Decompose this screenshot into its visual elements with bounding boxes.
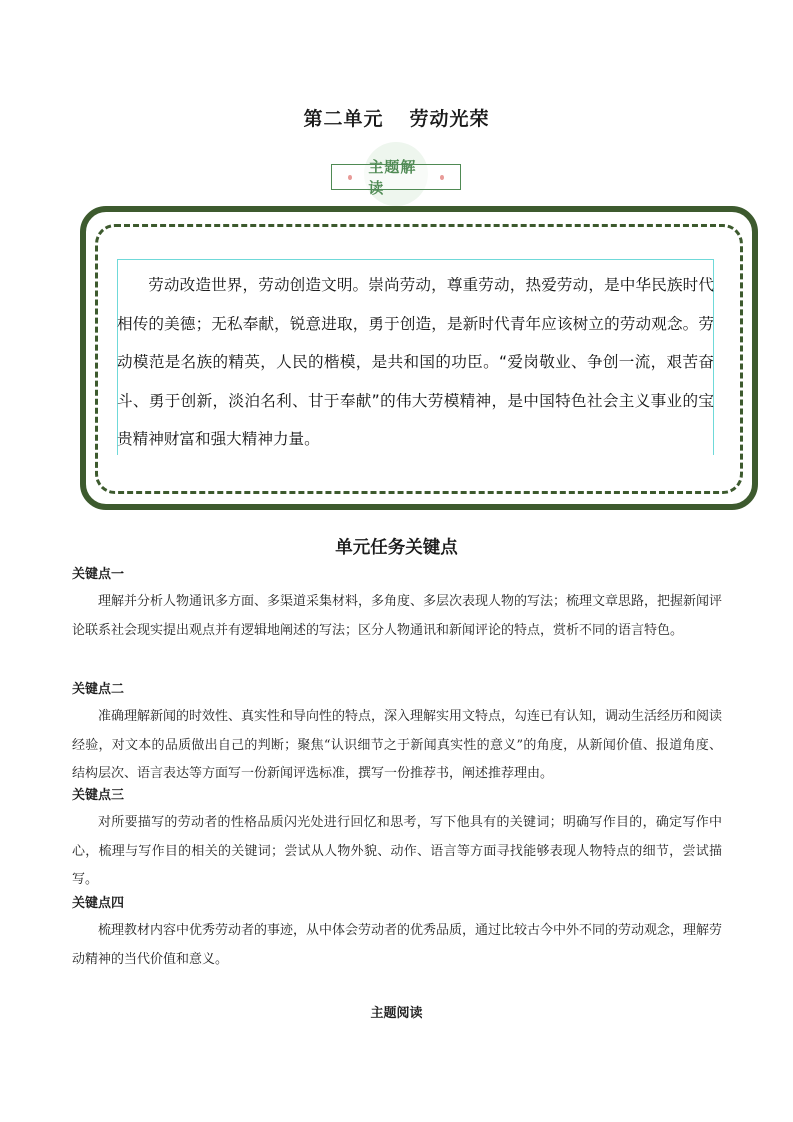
key-point-text: 对所要描写的劳动者的性格品质闪光处进行回忆和思考，写下他具有的关键词；明确写作目的，确定写作中心，梳理与写作目的相关的关键词；尝试从人物外貌、动作、语言等方面寻找能够表现人物特点的细节，尝试描写。: [72, 815, 722, 887]
key-point-text: 理解并分析人物通讯多方面、多渠道采集材料，多角度、多层次表现人物的写法；梳理文章思路，把握新闻评论联系社会现实提出观点并有逻辑地阐述的写法；区分人物通讯和新闻评论的特点，赏析不同的语言特色。: [72, 594, 723, 638]
key-point-heading: 关键点三: [72, 788, 125, 803]
dot-icon: [440, 175, 444, 180]
intro-paragraph: 劳动改造世界，劳动创造文明。崇尚劳动，尊重劳动，热爱劳动，是中华民族时代相传的美德；无私奉献，锐意进取，勇于创造，是新时代青年应该树立的劳动观念。劳动模范是名族的精英，人民的楷模，是共和国的功臣。“爱岗敬业、争创一流，艰苦奋斗、勇于创新，淡泊名利、甘于奉献”的伟大劳模精神，是中国特色社会主义事业的宝贵精神财富和强大精神力量。: [117, 276, 714, 448]
theme-badge: [331, 142, 461, 212]
key-point-2: [72, 681, 722, 789]
footer-section-title: 主题阅读: [370, 1006, 423, 1021]
unit-number: 第二单元: [303, 108, 384, 130]
key-point-4: [72, 895, 722, 974]
section-title: 单元任务关键点: [335, 538, 458, 558]
key-point-3: [72, 787, 722, 895]
key-point-1: [72, 566, 722, 645]
badge-box: [331, 158, 461, 197]
badge-label: 主题解读: [368, 158, 417, 197]
key-point-heading: 关键点二: [72, 682, 125, 697]
key-point-text: 梳理教材内容中优秀劳动者的事迹，从中体会劳动者的优秀品质，通过比较古今中外不同的劳动观念，理解劳动精神的当代价值和意义。: [72, 923, 723, 967]
key-point-text: 准确理解新闻的时效性、真实性和导向性的特点，深入理解实用文特点，勾连已有认知，调动生活经历和阅读经验，对文本的品质做出自己的判断；聚焦“认识细节之于新闻真实性的意义”的角度，从新闻价值、报道角度、结构层次、语言表达等方面写一份新闻评选标准，撰写一份推荐书，阐述推荐理由。: [72, 709, 723, 781]
key-point-heading: 关键点四: [72, 896, 125, 911]
unit-title: [0, 104, 793, 131]
key-point-heading: 关键点一: [72, 567, 125, 582]
dot-icon: [348, 175, 352, 180]
unit-theme: 劳动光荣: [409, 108, 490, 130]
